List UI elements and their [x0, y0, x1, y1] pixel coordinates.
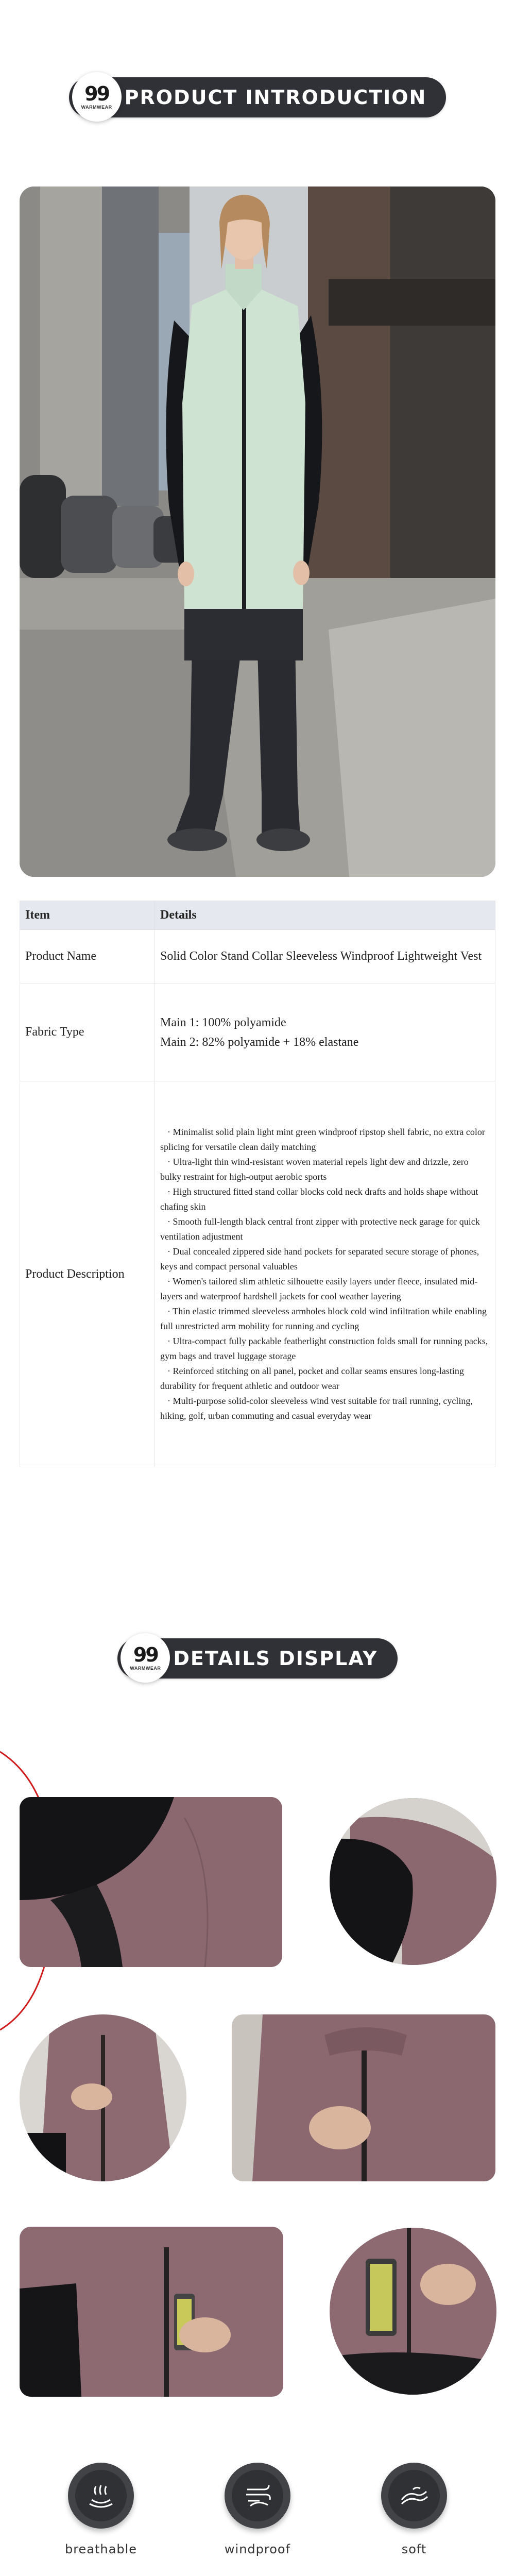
feature-windproof: [201, 2463, 314, 2556]
row-key: Product Description: [20, 1081, 155, 1467]
row-key: Product Name: [20, 930, 155, 984]
spec-table: [20, 901, 495, 1467]
desc-line: · Thin elastic trimmed sleeveless armholes block cold wind infiltration while enabling full unrestricted arm mobility for running and cycling: [160, 1306, 487, 1331]
intro-title: PRODUCT INTRODUCTION: [124, 86, 427, 109]
feature-soft: [357, 2463, 471, 2556]
detail-photo-armhole: [20, 1797, 282, 1967]
row-value: [155, 1081, 495, 1467]
intro-pill: [69, 77, 447, 117]
soft-icon: [388, 2470, 440, 2521]
windproof-icon: [232, 2470, 283, 2521]
brand-logo: 99 WARMWEAR: [72, 72, 122, 122]
breathable-icon: [75, 2470, 127, 2521]
detail-photo-shoulder: [330, 1798, 496, 1965]
row-value: Solid Color Stand Collar Sleeveless Windproof Lightweight Vest: [155, 930, 495, 984]
fabric-line: Main 1: 100% polyamide: [160, 1015, 286, 1029]
row-value: [155, 984, 495, 1081]
header-item: Item: [20, 901, 155, 930]
table-row: [20, 930, 495, 984]
hero-model-photo: [20, 187, 495, 877]
desc-line: · Minimalist solid plain light mint green windproof ripstop shell fabric, no extra color splicing for versatile clean daily matching: [160, 1127, 485, 1152]
feature-label: windproof: [224, 2542, 291, 2556]
desc-line: · Ultra-light thin wind-resistant woven material repels light dew and drizzle, zero bulky restraint for high-output aerobic sports: [160, 1157, 469, 1182]
desc-line: · Ultra-compact fully packable featherlight construction folds small for running packs, gym bags and travel luggage storage: [160, 1336, 488, 1361]
detail-photo-pocket-zip: [330, 2228, 496, 2395]
fabric-line: Main 2: 82% polyamide + 18% elastane: [160, 1035, 359, 1049]
detail-photo-collar-zip: [20, 2014, 186, 2181]
desc-line: · High structured fitted stand collar blocks cold neck drafts and holds shape without chafing skin: [160, 1187, 478, 1212]
table-row: [20, 984, 495, 1081]
desc-line: · Reinforced stitching on all panel, pocket and collar seams ensures long-lasting durability for frequent athletic and outdoor wear: [160, 1366, 464, 1391]
details-title: DETAILS DISPLAY: [173, 1647, 378, 1670]
details-pill: [117, 1638, 397, 1679]
intro-header: [0, 77, 515, 117]
row-key: Fabric Type: [20, 984, 155, 1081]
desc-line: · Women's tailored slim athletic silhouette easily layers under fleece, insulated mid-layers and waterproof hardshell jackets for cool weather layering: [160, 1276, 478, 1301]
detail-photo-zipper-pull: [232, 2014, 495, 2181]
desc-line: · Dual concealed zippered side hand pockets for separated secure storage of phones, keys and compact personal valuables: [160, 1246, 479, 1272]
desc-line: · Smooth full-length black central front zipper with protective neck garage for quick ventilation adjustment: [160, 1216, 480, 1242]
header-details: Details: [155, 901, 495, 930]
feature-breathable: [44, 2463, 158, 2556]
table-header-row: [20, 901, 495, 930]
feature-label: breathable: [64, 2542, 138, 2556]
desc-line: · Multi-purpose solid-color sleeveless wind vest suitable for trail running, cycling, hiking, golf, urban commuting and casual everyday wear: [160, 1396, 473, 1421]
brand-logo: 99 WARMWEAR: [121, 1633, 170, 1683]
feature-label: soft: [401, 2542, 427, 2556]
detail-photo-pocket: [20, 2227, 283, 2397]
details-header: [0, 1638, 515, 1679]
table-row: [20, 1081, 495, 1467]
